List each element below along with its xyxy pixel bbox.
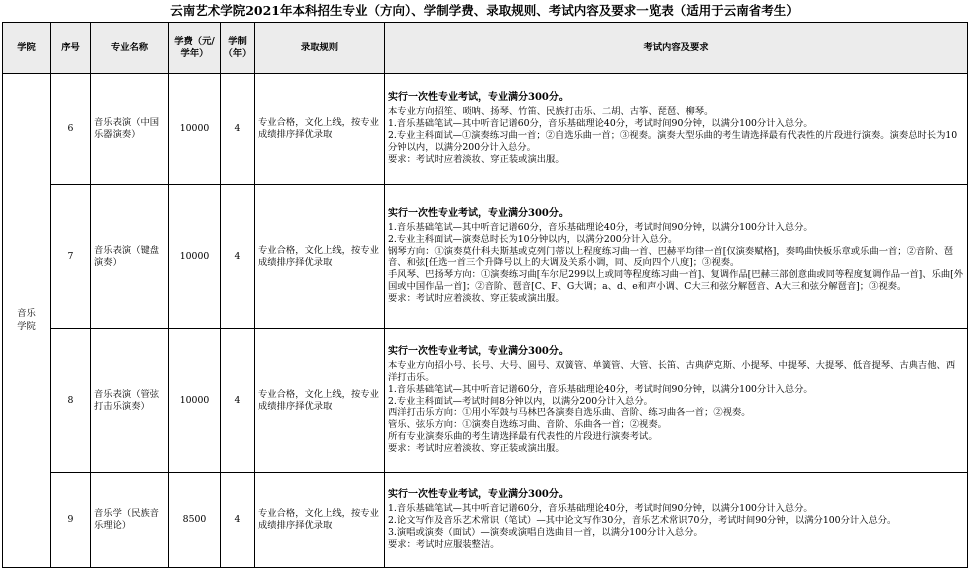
fee-cell: 10000 [169,185,221,329]
requirements-heading: 实行一次性专业考试，专业满分300分。 [388,92,569,104]
seq-cell: 8 [51,329,91,473]
years-cell: 4 [221,74,255,185]
requirements-heading: 实行一次性专业考试，专业满分300分。 [388,207,569,219]
requirements-cell [385,473,968,568]
header-requirements: 考试内容及要求 [385,23,968,74]
fee-cell: 10000 [169,329,221,473]
fee-cell: 8500 [169,473,221,568]
requirement-line: 钢琴方向：①演奏莫什科夫斯基或克列门蒂以上程度练习曲一首、巴赫平均律一首[仅演奏赋格]，奏鸣曲快板乐章或乐曲一首；②音阶、琶音、和弦[任选一首三个升降号以上的大调及关系小调，同、反向四个八度]；③视奏。 [388,245,954,269]
header-row [3,23,968,74]
major-cell: 音乐表演（键盘演奏） [91,185,169,329]
header-fee: 学费（元/学年） [169,23,221,74]
table-row [3,329,968,473]
requirement-line: 要求：考试时应着淡妆、穿正装或演出服。 [388,293,565,305]
admissions-table [2,22,968,568]
major-cell: 音乐学（民族音乐理论） [91,473,169,568]
requirement-line: 2.专业主科面试—考试时间8分钟以内，以满分200分计入总分。 [388,395,653,407]
college-name: 音乐学院 [17,307,36,332]
college-cell [3,74,51,568]
requirements-cell [385,185,968,329]
requirement-line: 西洋打击乐方向：①用小军鼓与马林巴各演奏自选乐曲、音阶、练习曲各一首；②视奏。 [388,407,751,419]
requirement-line: 2.专业主科面试—①演奏练习曲一首；②自选乐曲一首；③视奏。演奏大型乐曲的考生请选择最有代表性的片段进行演奏。演奏总时长为10分钟以内，以满分200分计入总分。 [388,129,958,153]
requirements-cell [385,74,968,185]
years-cell: 4 [221,473,255,568]
header-seq: 序号 [51,23,91,74]
header-rule: 录取规则 [255,23,385,74]
header-major: 专业名称 [91,23,169,74]
major-cell: 音乐表演（中国乐器演奏） [91,74,169,185]
table-row [3,185,968,329]
major-cell: 音乐表演（管弦打击乐演奏） [91,329,169,473]
requirement-line: 手风琴、巴扬琴方向：①演奏练习曲[车尔尼299以上或同等程度练习曲一首]、复调作品[巴赫三部创意曲或同等程度复调作品一首]、乐曲[外国或中国作品一首]；②音阶、琶音[C、F、G大调；a、d、e和声小调、C大三和弦分解琶音、A大三和弦分解琶音]；③视奏。 [388,269,964,293]
requirement-line: 本专业方向招小号、长号、大号、圆号、双簧管、单簧管、大管、长笛、古典萨克斯、小提琴、中提琴、大提琴、低音提琴、古典吉他、西洋打击乐。 [388,359,956,383]
rule-cell: 专业合格，文化上线，按专业成绩排序择优录取 [255,473,385,568]
requirement-line: 3.演唱或演奏（面试）—演奏或演唱自选曲目一首，以满分100分计入总分。 [388,526,703,538]
requirement-line: 要求：考试时应着淡妆、穿正装或演出服。 [388,443,565,455]
rule-cell: 专业合格，文化上线，按专业成绩排序择优录取 [255,185,385,329]
header-college: 学院 [3,23,51,74]
requirement-line: 2.论文写作及音乐艺术常识（笔试）—其中论文写作30分，音乐艺术常识70分，考试时间90分钟，以满分100分计入总分。 [388,515,897,526]
seq-cell: 7 [51,185,91,329]
fee-cell: 10000 [169,74,221,185]
seq-cell: 9 [51,473,91,568]
table-row [3,74,968,185]
requirement-line: 管乐、弦乐方向：①演奏自选练习曲、音阶、乐曲各一首；②视奏。 [388,419,667,431]
requirement-line: 2.专业主科面试—演奏总时长为10分钟以内，以满分200分计入总分。 [388,233,678,245]
requirement-line: 1.音乐基础笔试—其中听音记谱60分，音乐基础理论40分，考试时间90分钟，以满分100分计入总分。 [388,118,813,130]
requirements-heading: 实行一次性专业考试，专业满分300分。 [388,346,569,358]
header-years: 学制（年） [221,23,255,74]
requirement-line: 所有专业演奏乐曲的考生请选择最有代表性的片段进行演奏考试。 [388,431,658,443]
page-title: 云南艺术学院2021年本科招生专业（方向）、学制学费、录取规则、考试内容及要求一览表（适用于云南省考生） [170,3,799,18]
requirement-line: 1.音乐基础笔试—其中听音记谱60分，音乐基础理论40分，考试时间90分钟，以满分100分计入总分。 [388,383,813,395]
seq-cell: 6 [51,74,91,185]
rule-cell: 专业合格，文化上线，按专业成绩排序择优录取 [255,329,385,473]
requirement-line: 1.音乐基础笔试—其中听音记谱60分，音乐基础理论40分，考试时间90分钟，以满分100分计入总分。 [388,503,813,515]
requirements-cell [385,329,968,473]
requirement-line: 要求：考试时应服装整洁。 [388,538,500,550]
years-cell: 4 [221,329,255,473]
rule-cell: 专业合格，文化上线，按专业成绩排序择优录取 [255,74,385,185]
table-row [3,473,968,568]
years-cell: 4 [221,185,255,329]
requirements-heading: 实行一次性专业考试，专业满分300分。 [388,489,569,501]
requirement-line: 要求：考试时应着淡妆、穿正装或演出服。 [388,153,565,165]
requirement-line: 1.音乐基础笔试—其中听音记谱60分，音乐基础理论40分，考试时间90分钟，以满分100分计入总分。 [388,221,813,233]
requirement-line: 本专业方向招笙、唢呐、扬琴、竹笛、民族打击乐、二胡、古筝、琵琶、柳琴。 [388,106,714,118]
